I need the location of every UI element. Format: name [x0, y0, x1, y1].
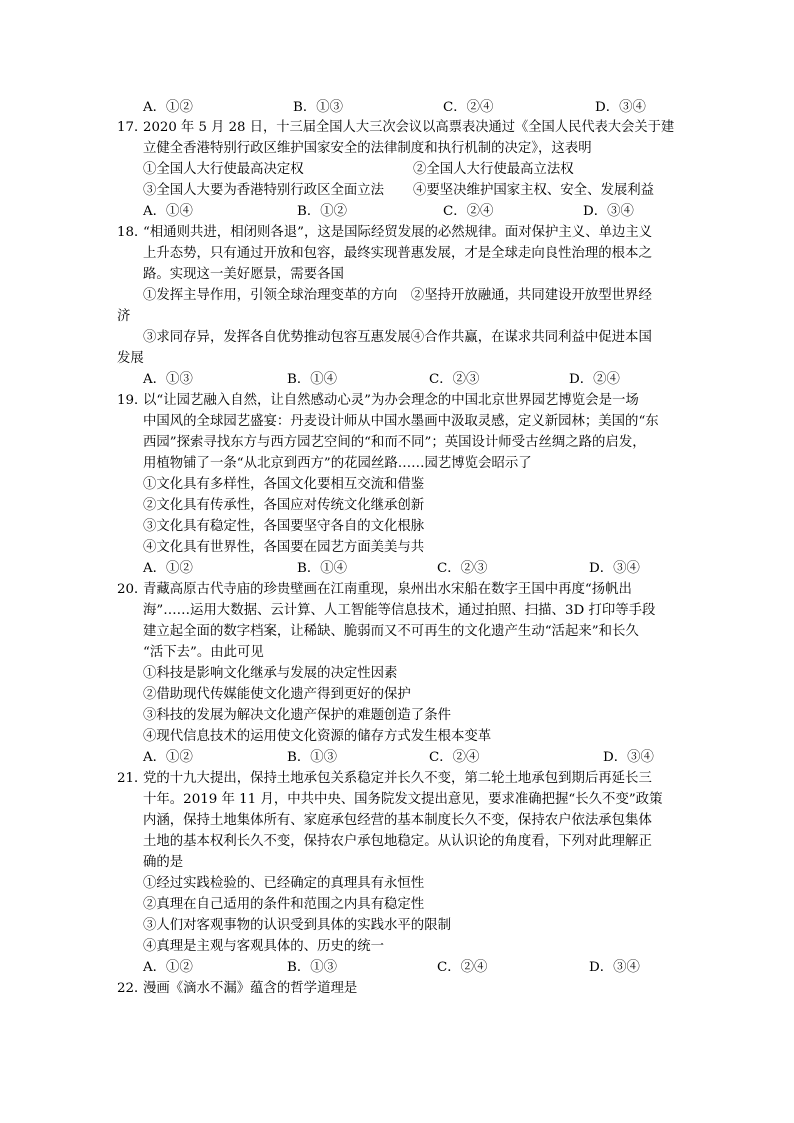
q21-stem-line-2: 十年。2019 年 11 月，中共中央、国务院发文提出意见，要求准确把握“长久不变”政策: [143, 792, 663, 807]
q19-option-c[interactable]: C．②③: [437, 561, 488, 576]
q18-stem-line-2: 上升态势，只有通过开放和包容，最终实现普惠发展，才是全球走向良性治理的根本之: [143, 246, 652, 261]
q20-stem-line-3: 建立起全面的数字档案，让稀缺、脆弱而又不可再生的文化遗产生动“活起来”和长久: [143, 624, 639, 639]
q21-stem-line-4: 土地的基本权利长久不变，保持农户承包地稳定。从认识论的角度看，下列对此理解正: [143, 834, 652, 849]
q20-option-c[interactable]: C．②④: [429, 750, 480, 765]
q18-option-c[interactable]: C．②③: [429, 372, 480, 387]
q17-option-b[interactable]: B．①②: [297, 204, 348, 219]
q20-option-a[interactable]: A．①②: [143, 750, 193, 765]
q18-item-1-wrap: 济: [117, 309, 131, 324]
q21-stem-line-5: 确的是: [143, 855, 184, 870]
q21-stem-line-3: 内涵，保持土地集体所有、家庭承包经营的基本制度长久不变，保持农户依法承包集体: [143, 813, 652, 828]
q20-stem-line-1: 青藏高原古代寺庙的珍贵壁画在江南重现，泉州出水宋船在数字王国中再度“扬帆出: [143, 582, 632, 597]
q22-stem: 漫画《滴水不漏》蕴含的哲学道理是: [143, 981, 358, 996]
q21-item-3: ③人们对客观事物的认识受到具体的实践水平的限制: [143, 918, 451, 933]
q17-option-c[interactable]: C．②④: [443, 204, 494, 219]
q16-option-a[interactable]: A．①②: [143, 100, 193, 115]
q19-stem-line-1: 以“让园艺融入自然，让自然感动心灵”为办会理念的中国北京世界园艺博览会是一场: [143, 393, 639, 408]
q20-stem-line-4: “活下去”。由此可见: [143, 645, 264, 660]
q18-stem-line-3: 路。实现这一美好愿景，需要各国: [143, 267, 344, 282]
q18-number: 18．: [117, 225, 148, 240]
q17-item-3: ③全国人大要为香港特别行政区全面立法: [143, 183, 385, 198]
q18-option-b[interactable]: B．①④: [287, 372, 338, 387]
q19-number: 19．: [117, 393, 148, 408]
q16-option-c[interactable]: C．②④: [443, 100, 494, 115]
q22-number: 22．: [117, 981, 148, 996]
q20-option-d[interactable]: D．③④: [603, 750, 654, 765]
q17-stem-line-2: 立健全香港特别行政区维护国家安全的法律制度和执行机制的决定》，这表明: [143, 141, 592, 156]
q18-item-2: ③求同存异，发挥各自优势推动包容互惠发展④合作共赢，在谋求共同利益中促进本国: [143, 330, 652, 345]
q19-option-b[interactable]: B．①④: [297, 561, 348, 576]
q21-item-2: ②真理在自己适用的条件和范围之内具有稳定性: [143, 897, 425, 912]
q17-number: 17．: [117, 120, 148, 135]
q21-item-1: ①经过实践检验的、已经确定的真理具有永恒性: [143, 876, 425, 891]
q21-option-a[interactable]: A．①②: [143, 960, 193, 975]
q17-stem-line-1: 2020 年 5 月 28 日，十三届全国人大三次会议以高票表决通过《全国人民代表大会关于建: [143, 120, 675, 135]
q18-item-2-wrap: 发展: [117, 351, 144, 366]
q17-item-1: ①全国人大行使最高决定权: [143, 162, 304, 177]
q19-item-4: ④文化具有世界性，各国要在园艺方面美美与共: [143, 540, 425, 555]
q19-option-d[interactable]: D．③④: [589, 561, 640, 576]
q18-option-d[interactable]: D．②④: [569, 372, 620, 387]
q20-item-1: ①科技是影响文化继承与发展的决定性因素: [143, 666, 398, 681]
q20-stem-line-2: 海”……运用大数据、云计算、人工智能等信息技术，通过拍照、扫描、3D 打印等手段: [143, 603, 656, 618]
q18-item-1: ①发挥主导作用，引领全球治理变革的方向 ②坚持开放融通，共同建设开放型世界经: [143, 288, 652, 303]
q19-item-1: ①文化具有多样性，各国文化要相互交流和借鉴: [143, 477, 425, 492]
q18-option-a[interactable]: A．①③: [143, 372, 193, 387]
q16-option-b[interactable]: B．①③: [293, 100, 344, 115]
q17-item-4: ④要坚决维护国家主权、安全、发展利益: [413, 183, 655, 198]
q21-option-b[interactable]: B．①③: [287, 960, 338, 975]
q20-number: 20．: [117, 582, 148, 597]
q19-option-a[interactable]: A．①②: [143, 561, 193, 576]
q21-option-c[interactable]: C．②④: [437, 960, 488, 975]
q19-item-3: ③文化具有稳定性，各国要坚守各自的文化根脉: [143, 519, 425, 534]
q19-stem-line-2: 中国风的全球园艺盛宴：丹麦设计师从中国水墨画中汲取灵感，定义新园林；美国的“东: [143, 414, 659, 429]
q18-stem-line-1: “相通则共进，相闭则各退”，这是国际经贸发展的必然规律。面对保护主义、单边主义: [143, 225, 653, 240]
q19-item-2: ②文化具有传承性，各国应对传统文化继承创新: [143, 498, 425, 513]
q21-stem-line-1: 党的十九大提出，保持土地承包关系稳定并长久不变，第二轮土地承包到期后再延长三: [143, 771, 652, 786]
q20-item-2: ②借助现代传媒能使文化遗产得到更好的保护: [143, 687, 411, 702]
q21-option-d[interactable]: D．③④: [589, 960, 640, 975]
q19-stem-line-3: 西园”探索寻找东方与西方园艺空间的“和而不同”；英国设计师受古丝绸之路的启发，: [143, 435, 646, 450]
q21-number: 21．: [117, 771, 148, 786]
q17-option-a[interactable]: A．①④: [143, 204, 193, 219]
q19-stem-line-4: 用植物铺了一条“从北京到西方”的花园丝路……园艺博览会昭示了: [143, 456, 532, 471]
q17-item-2: ②全国人大行使最高立法权: [413, 162, 574, 177]
q20-item-3: ③科技的发展为解决文化遗产保护的难题创造了条件: [143, 708, 451, 723]
q17-option-d[interactable]: D．③④: [583, 204, 634, 219]
q16-option-d[interactable]: D．③④: [595, 100, 646, 115]
q20-option-b[interactable]: B．①③: [287, 750, 338, 765]
q20-item-4: ④现代信息技术的运用使文化资源的储存方式发生根本变革: [143, 729, 492, 744]
q21-item-4: ④真理是主观与客观具体的、历史的统一: [143, 939, 385, 954]
